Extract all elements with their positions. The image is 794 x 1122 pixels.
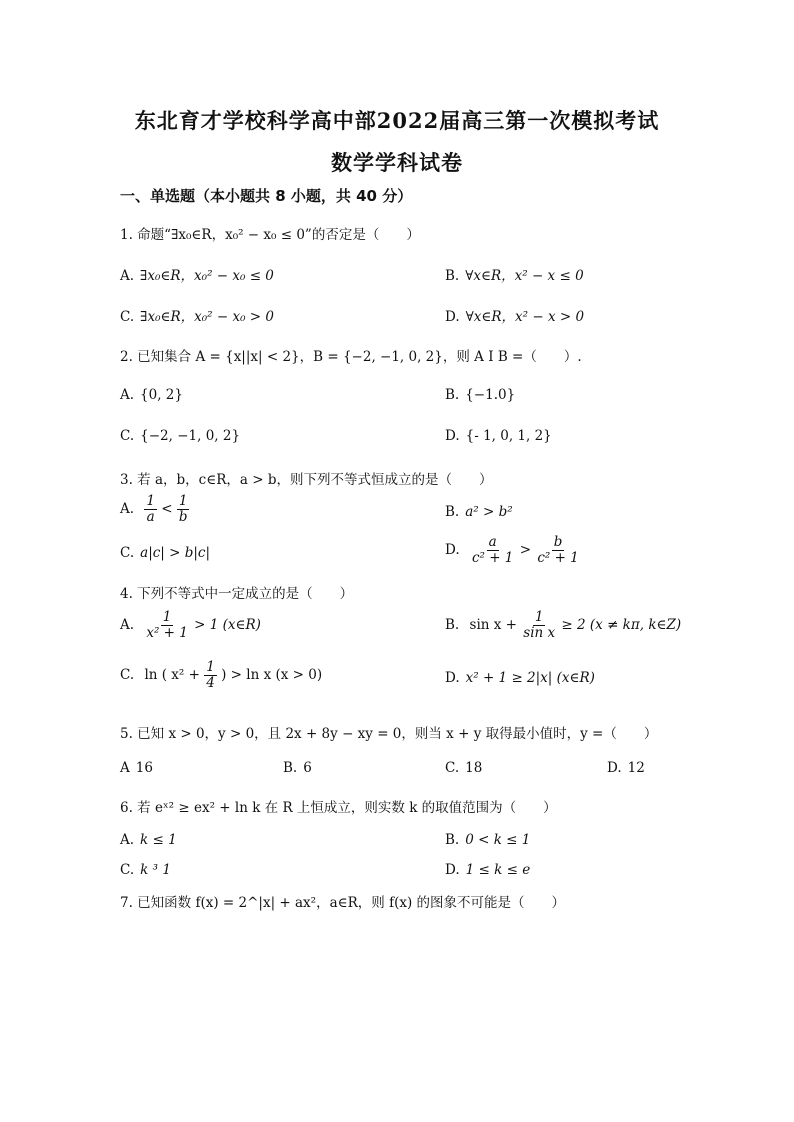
option-text: ∃x₀∈R，x₀² − x₀ > 0 [140, 309, 274, 325]
fraction-numerator: 1 [146, 493, 155, 509]
fraction-denominator: c² + 1 [471, 549, 514, 566]
option-text: 0 < k ≤ 1 [465, 832, 531, 848]
fraction-numerator: 1 [178, 493, 188, 509]
fraction [144, 494, 157, 525]
q6-option-d [445, 862, 530, 878]
q2-option-d [445, 428, 552, 444]
q1-option-c [120, 305, 274, 325]
option-text: ) > ln x (x > 0) [221, 666, 323, 683]
exam-subtitle: 数学学科试卷 [331, 150, 463, 175]
option-label: C. [120, 428, 135, 444]
q6-option-b [445, 832, 530, 848]
option-text: 16 [135, 760, 153, 776]
q1-option-d [445, 305, 584, 325]
option-label: D. [607, 760, 622, 776]
option-text: 18 [465, 760, 483, 776]
option-label: D. [445, 309, 460, 325]
option-label: A [120, 760, 130, 776]
question-1: 1. 命题“∃x₀∈R，x₀² − x₀ ≤ 0”的否定是（ ） [120, 227, 420, 243]
option-text: ∀x∈R，x² − x ≤ 0 [465, 268, 584, 284]
q3-option-a [120, 494, 190, 525]
option-text: 1 ≤ k ≤ e [465, 862, 531, 878]
question-4: 4. 下列不等式中一定成立的是（ ） [120, 586, 354, 602]
option-text: 12 [627, 760, 645, 776]
option-label: B. [445, 616, 460, 633]
option-text: ∀x∈R，x² − x > 0 [465, 309, 585, 325]
fraction [535, 535, 580, 566]
option-label: A. [120, 832, 135, 848]
q6-option-a [120, 832, 177, 848]
q2-option-c [120, 428, 240, 444]
option-text: x² + 1 ≥ 2|x| (x∈R) [465, 670, 595, 686]
option-prefix: ln ( x² + [144, 666, 200, 683]
q5-option-b [283, 760, 312, 776]
option-label: C. [120, 862, 135, 878]
option-label: A. [120, 268, 135, 284]
q4-option-b [445, 610, 681, 641]
q5-option-d [607, 760, 645, 776]
option-text: {- 1, 0, 1, 2} [465, 428, 552, 444]
fraction-numerator: 1 [206, 659, 215, 675]
fraction [470, 535, 515, 566]
option-label: D. [445, 862, 460, 878]
fraction [177, 494, 190, 525]
fraction-denominator: a [146, 508, 155, 525]
fraction [521, 610, 557, 641]
fraction-denominator: x² + 1 [146, 624, 188, 641]
fraction-numerator: b [553, 534, 563, 550]
option-label: C. [120, 666, 135, 683]
fraction-denominator: 4 [206, 674, 215, 691]
option-text: k ³ 1 [140, 862, 171, 878]
option-label: A. [120, 387, 135, 403]
q2-option-b [445, 387, 515, 403]
section-heading: 一、单选题（本小题共 8 小题，共 40 分） [120, 187, 413, 205]
q3-option-b [445, 504, 513, 520]
relation-symbol: > [519, 541, 532, 558]
option-label: B. [445, 387, 460, 403]
option-text: a² > b² [465, 504, 513, 520]
option-text: {−1.0} [465, 387, 516, 403]
q5-option-a [120, 760, 153, 776]
option-label: D. [445, 428, 460, 444]
question-6: 6. 若 eˣ² ≥ ex² + ln k 在 R 上恒成立，则实数 k 的取值范围为（ ） [120, 800, 557, 816]
option-label: B. [445, 504, 460, 520]
fraction-numerator: 1 [534, 609, 544, 625]
option-label: B. [283, 760, 298, 776]
option-text: 6 [303, 760, 312, 776]
question-5: 5. 已知 x > 0，y > 0，且 2x + 8y − xy = 0，则当 x + y 取得最小值时，y =（ ） [120, 726, 658, 742]
option-text: ≥ 2 (x ≠ kπ, k∈Z) [561, 616, 682, 633]
option-label: C. [120, 309, 135, 325]
relation-symbol: < [161, 500, 173, 517]
option-text: k ≤ 1 [140, 832, 177, 848]
option-text: ∃x₀∈R，x₀² − x₀ ≤ 0 [140, 268, 274, 284]
option-label: A. [120, 500, 135, 517]
fraction-numerator: a [488, 534, 497, 550]
q1-option-b [445, 264, 584, 284]
fraction [144, 610, 190, 641]
option-text: > 1 (x∈R) [194, 616, 261, 633]
option-text: {−2, −1, 0, 2} [140, 428, 241, 444]
q3-option-d [445, 535, 581, 566]
option-label: A. [120, 616, 135, 633]
question-2: 2. 已知集合 A = {x||x| < 2}，B = {−2, −1, 0, 2}，则 A I B =（ ）. [120, 349, 582, 365]
question-7: 7. 已知函数 f(x) = 2^|x| + ax²，a∈R，则 f(x) 的图象不可能是（ ） [120, 895, 566, 911]
q5-option-c [445, 760, 482, 776]
option-label: B. [445, 268, 460, 284]
q1-option-a [120, 264, 274, 284]
exam-title: 东北育才学校科学高中部2022届高三第一次模拟考试 [134, 108, 660, 133]
fraction-denominator: b [178, 508, 188, 525]
option-prefix: sin x + [469, 616, 517, 633]
option-label: D. [445, 670, 460, 686]
q6-option-c [120, 862, 171, 878]
fraction-numerator: 1 [162, 609, 172, 625]
option-label: D. [445, 541, 460, 558]
fraction-denominator: c² + 1 [537, 549, 579, 566]
q4-option-a [120, 610, 261, 641]
option-label: C. [445, 760, 460, 776]
q4-option-d [445, 670, 595, 686]
q4-option-c [120, 660, 322, 691]
q2-option-a [120, 387, 183, 403]
fraction [204, 660, 217, 691]
q3-option-c [120, 545, 210, 561]
fraction-denominator: sin x [523, 624, 556, 641]
option-text: a|c| > b|c| [140, 545, 211, 561]
option-text: {0, 2} [140, 387, 183, 403]
question-3: 3. 若 a，b，c∈R，a > b，则下列不等式恒成立的是（ ） [120, 472, 493, 488]
option-label: C. [120, 545, 135, 561]
option-label: B. [445, 832, 460, 848]
